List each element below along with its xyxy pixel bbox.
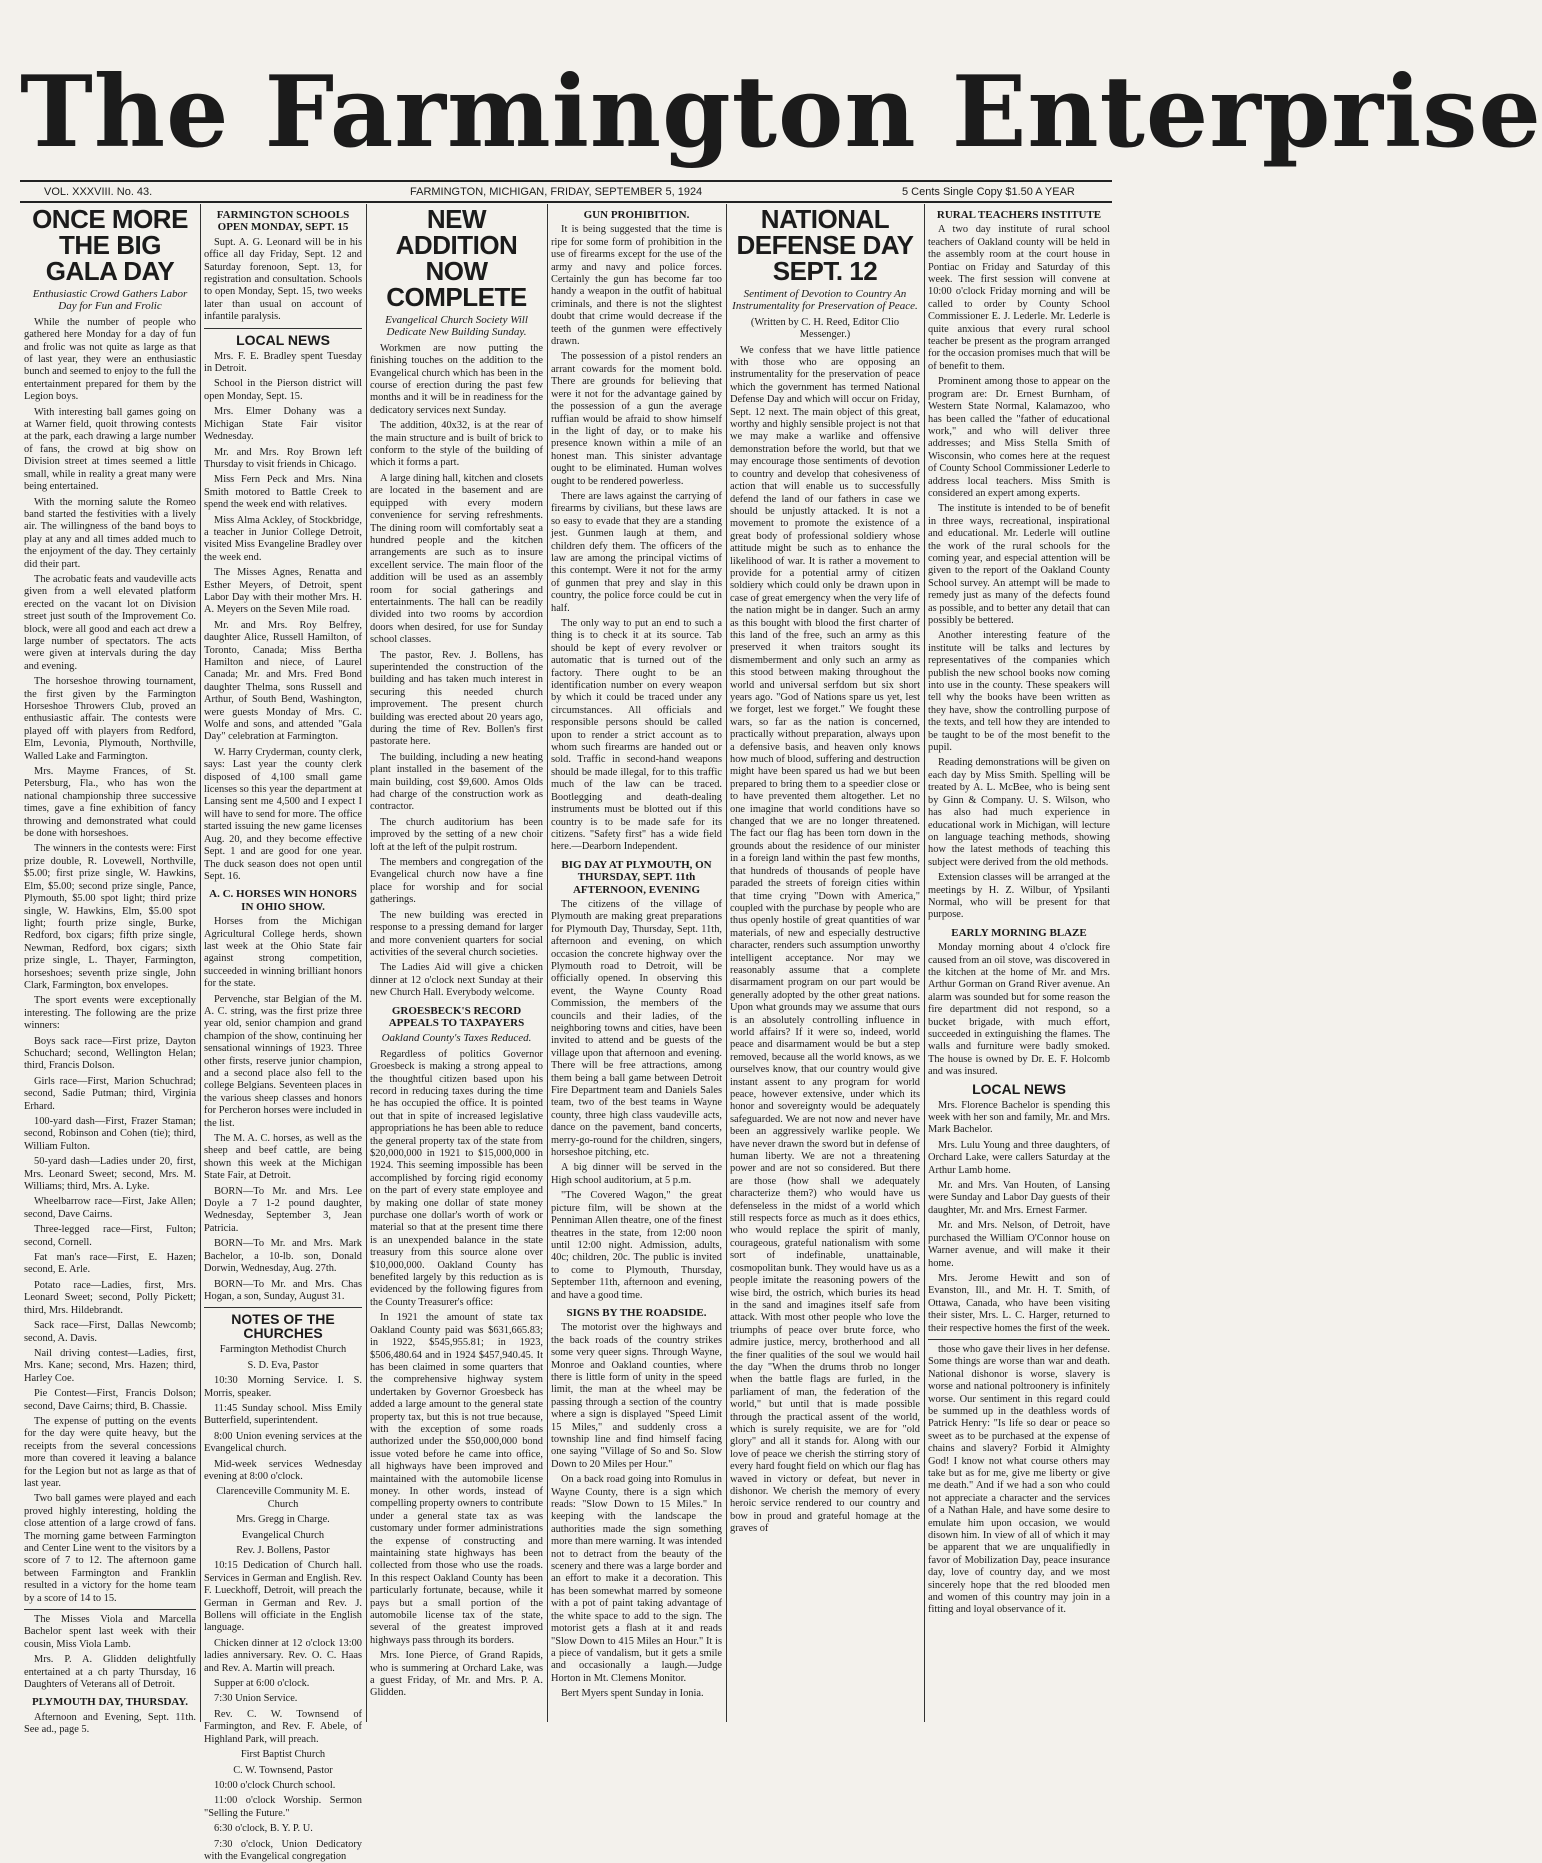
paragraph: 10:15 Dedication of Church hall. Services in German and English. Rev. F. Lueckhoff, Detroit, will preach the German in German and Rev. J. Bollens will officiate in the English language. <box>204 1560 362 1634</box>
paragraph: Mrs. Lulu Young and three daughters, of Orchard Lake, were callers Saturday at the Arthur Lamb home. <box>928 1139 1110 1176</box>
paragraph: 11:00 o'clock Worship. Sermon "Selling the Future." <box>204 1795 362 1819</box>
paragraph: Pie Contest—First, Francis Dolson; second, Dave Cairns; third, B. Chassie. <box>24 1388 196 1412</box>
paragraph: The church auditorium has been improved by the setting of a new choir loft at the left of the pulpit rostrum. <box>370 816 543 853</box>
paragraph: Mid-week services Wednesday evening at 8:00 o'clock. <box>204 1458 362 1482</box>
paragraph: Two ball games were played and each proved highly interesting, holding the close attention of a large crowd of fans. The morning game between Farmington and Center Line went to the visitors by a score of 7 to 12. The afternoon game between Farmington and Franklin resulted in a victory for the home team by a score of 14 to 15. <box>24 1493 196 1604</box>
paragraph: Mrs. Florence Bachelor is spending this week with her son and family, Mr. and Mrs. Mark Bachelor. <box>928 1099 1110 1136</box>
paragraph: 7:30 Union Service. <box>214 1693 298 1705</box>
paragraph: BORN—To Mr. and Mrs. Chas Hogan, a son, Sunday, August 31. <box>204 1278 362 1302</box>
paragraph: 50-yard dash—Ladies under 20, first, Mrs. Leonard Sweet; second, Mrs. M. Williams; third, Mrs. A. Lyke. <box>24 1156 196 1193</box>
paragraph: Mrs. F. E. Bradley spent Tuesday in Detroit. <box>204 350 362 375</box>
paragraph: Mrs. Jerome Hewitt and son of Evanston, Ill., and Mr. H. T. Smith, of Ottawa, Canada, who have been visiting their sister, Mrs. L. C. Harger, returned to their respective homes the first of the week. <box>928 1272 1110 1334</box>
paragraph: The acrobatic feats and vaudeville acts given from a well elevated platform erected on the vacant lot on Division street just south of the Improvement Co. block, were all good and each act drew a large number of spectators. The acts were given at intervals during the day and evening. <box>24 573 196 672</box>
paragraph: Mrs. Mayme Frances, of St. Petersburg, Fla., who has won the national championship three successive times, gave a fine exhibition of fancy throwing and demonstrated what could be done with horseshoes. <box>24 766 196 840</box>
paragraph: A large dining hall, kitchen and closets are located in the basement and are equipped with every modern convenience for serving refreshments. The dining room will comfortably seat a hundred people and the kitchen arrangements are such as to insure excellent service. The main floor of the addition will be used as an assembly room for social gatherings and entertainments. The hall can be readily divided into two rooms by accordion doors when desired, for use for Sunday school classes. <box>370 472 543 646</box>
paragraph: The only way to put an end to such a thing is to check it at its source. Tab should be kept of every revolver or automatic that is turned out of the factory. There ought to be an identification number on every weapon by which it could be traced under any circumstances. All officials and responsible persons should be called upon to render a strict account as to whom such firearms are handed out or sold. Traffic in second-hand weapons should be made illegal, for to this traffic much of the law can be traced. Bootlegging and death-dealing instruments must be blotted out if this country is to be made safe for its citizens. "Safety first" has a wide field here.—Dearborn Independent. <box>551 618 722 853</box>
paragraph: Supper at 6:00 o'clock. <box>214 1678 310 1690</box>
section-heading: EARLY MORNING BLAZE <box>951 926 1087 939</box>
paragraph: Chicken dinner at 12 o'clock 13:00 ladies anniversary. Rev. O. C. Haas and Rev. A. Martin will preach. <box>204 1637 362 1674</box>
paragraph: The winners in the contests were: First prize double, R. Lovewell, Northville, $5.00; first prize single, W. Hawkins, Elm, $5.00; second prize single, Pance, Plymouth, $5.00 spot light; third prize single, W. Hawkins, Elm, $5.00 spot light; fourth prize single, Burke, Redford, box cigars; fifth prize single, Newman, Redford, box cigars; sixth prize single, L. Thayer, Farmington, horseshoes; seventh prize single, John Clark, Farmington, box envelopes. <box>24 843 196 991</box>
paragraph: Sack race—First, Dallas Newcomb; second, A. Davis. <box>24 1320 196 1344</box>
divider <box>204 328 362 329</box>
section-heading: SIGNS BY THE ROADSIDE. <box>566 1306 707 1319</box>
paragraph: BORN—To Mr. and Mrs. Lee Doyle a 7 1-2 pound daughter, Wednesday, September 3, Jean Patricia. <box>204 1185 362 1234</box>
paragraph: The sport events were exceptionally interesting. The following are the prize winners: <box>24 995 196 1032</box>
column-rural-teachers <box>928 204 1110 1722</box>
paragraph: W. Harry Cryderman, county clerk, says: Last year the county clerk disposed of 4,100 small game licenses so this year the department at Lansing sent me 4,500 and I expect I will have to send for more. The office started issuing the new game licenses Aug. 20, and they become effective Sept. 1 and are good for one year. The duck season does not open until Sept. 16. <box>204 746 362 882</box>
dateline-rule <box>20 201 1112 203</box>
section-heading: FARMINGTON SCHOOLS OPEN MONDAY, SEPT. 15 <box>216 209 350 234</box>
subheadline: Evangelical Church Society Will Dedicate New Building Sunday. <box>385 314 528 339</box>
church-pastor: Mrs. Gregg in Charge. <box>236 1514 330 1526</box>
church-name: Evangelical Church <box>241 1529 325 1541</box>
divider <box>204 1307 362 1308</box>
headline: NEW ADDITION NOW COMPLETE <box>386 204 527 312</box>
section-heading: NOTES OF THE CHURCHES <box>231 1311 335 1342</box>
column-gun-prohibition <box>551 204 722 1722</box>
church-name: First Baptist Church <box>240 1749 326 1761</box>
paragraph: Mr. and Mrs. Nelson, of Detroit, have purchased the William O'Connor house on Warner avenue, and will make it their home. <box>928 1220 1110 1269</box>
paragraph: The citizens of the village of Plymouth are making great preparations for Plymouth Day, Thursday, Sept. 11th, afternoon and evening, on which occasion the concrete highway over the Plymouth road to Detroit, will be officially opened. In observing this event, the Wayne County Road Commission, the members of the councils and their ladies, of the neighboring towns and cities, have been invited to attend and be guests of the village upon that afternoon and evening. There will be free attractions, among them being a ball game between Detroit Fire Department team and Daniels Sales team, two of the best teams in Wayne county, three high class vaudeville acts, dance on the pavement, band concerts, merry-go-round for the children, singers, horseshoe pitching, etc. <box>551 898 722 1159</box>
section-heading: LOCAL NEWS <box>972 1080 1066 1097</box>
place-and-date: FARMINGTON, MICHIGAN, FRIDAY, SEPTEMBER 5, 1924 <box>410 186 703 198</box>
paragraph: Mr. and Mrs. Van Houten, of Lansing were Sunday and Labor Day guests of their daughter, Mr. and Mrs. Ernest Farmer. <box>928 1180 1110 1216</box>
paragraph: Workmen are now putting the finishing touches on the addition to the Evangelical church which has been in the course of erection during the past few months and it will be in readiness for the dedicatory services next Sunday. <box>370 342 543 416</box>
paragraph: 10:00 o'clock Church school. <box>214 1779 336 1791</box>
section-heading: BIG DAY AT PLYMOUTH, ON THURSDAY, SEPT. 11th AFTERNOON, EVENING <box>561 858 712 896</box>
paragraph: Miss Alma Ackley, of Stockbridge, a teacher in Junior College Detroit, visited Miss Evangeline Bradley over the week end. <box>204 514 362 563</box>
paragraph: Prominent among those to appear on the program are: Dr. Ernest Burnham, of Western State Normal, Kalamazoo, who has been called the "father of educational work," and who will deliver three addresses; and Miss Stella Smith of Wisconsin, who comes here at the request of County School Commissioner Lederle to address local teachers. Miss Smith is considered an expert among experts. <box>928 376 1110 499</box>
church-pastor: Rev. J. Bollens, Pastor <box>236 1545 330 1556</box>
paragraph: Pervenche, star Belgian of the M. A. C. string, was the first prize three year old, senior champion and grand champion of the show, continuing her sensational winnings of 1923. Three other firsts, reserve junior champion, and a second place also fell to the college Belgians. Seventeen places in the various sheep classes and honors for Percheron horses were included in the list. <box>204 993 362 1129</box>
paragraph: The pastor, Rev. J. Bollens, has superintended the construction of the building and has taken much interest in securing this needed church improvement. The present church building was erected about 20 years ago, during the time of Rev. Bollen's first pastorate here. <box>370 649 543 748</box>
paragraph: BORN—To Mr. and Mrs. Mark Bachelor, a 10-lb. son, Donald Dorwin, Wednesday, Aug. 27th. <box>204 1238 362 1275</box>
paragraph: Miss Fern Peck and Mrs. Nina Smith motored to Battle Creek to spend the week end with relatives. <box>204 474 362 511</box>
paragraph: Monday morning about 4 o'clock fire caused from an oil stove, was discovered in the kitchen at the home of Mr. and Mrs. Arthur Gorman on Grand River avenue. An alarm was sounded but for some reason the fire department did not respond, so a bucket brigade, with much effort, succeeded in extinguishing the flames. The walls and furniture were badly smoked. The house is owned by Dr. E. F. Holcomb and was insured. <box>928 942 1110 1078</box>
paragraph: The Misses Viola and Marcella Bachelor spent last week with their cousin, Miss Viola Lamb. <box>24 1614 196 1650</box>
paragraph: Nail driving contest—Ladies, first, Mrs. Kane; second, Mrs. Hazen; third, Harley Coe. <box>24 1347 196 1384</box>
column-rule <box>200 204 201 1722</box>
paragraph: 11:45 Sunday school. Miss Emily Butterfield, superintendent. <box>204 1402 362 1427</box>
column-rule <box>726 204 727 1722</box>
paragraph: Bert Myers spent Sunday in Ionia. <box>561 1688 704 1700</box>
subheadline: Enthusiastic Crowd Gathers Labor Day for Fun and Frolic <box>32 288 188 313</box>
paragraph: 10:30 Morning Service. I. S. Morris, speaker. <box>204 1375 362 1399</box>
paragraph: Wheelbarrow race—First, Jake Allen; second, Dave Cairns. <box>24 1196 196 1220</box>
paragraph: The institute is intended to be of benefit in three ways, recreational, inspirational and educational. Mr. Lederle will outline the work of the rural schools for the coming year, and especial attention will be given to the report of the Oakland County School survey. An attempt will be made to remedy just as many of the defects found as possible, and to better any detail that can possibly be bettered. <box>928 503 1110 626</box>
paragraph: The Misses Agnes, Renatta and Esther Meyers, of Detroit, spent Labor Day with their mother Mrs. H. A. Meyers on the Seven Mile road. <box>204 567 362 616</box>
paragraph: Mr. and Mrs. Roy Belfrey, daughter Alice, Russell Hamilton, of Toronto, Canada; Miss Bertha Hamilton and niece, of Laurel Canada; Mr. and Mrs. Fred Bond daughter Thelma, sons Russell and Arthur, of South Bend, Washington, were guests Monday of Mrs. C. Wolfe and sons, and attended "Gala Day" celebration at Farmington. <box>204 619 362 743</box>
paragraph: Boys sack race—First prize, Dayton Schuchard; second, Wellington Helan; third, Francis Dolson. <box>24 1035 196 1072</box>
column-gala-day <box>24 204 196 1736</box>
paragraph: A big dinner will be served in the High school auditorium, at 5 p.m. <box>551 1162 722 1186</box>
volume-number: VOL. XXXVIII. No. 43. <box>44 186 153 198</box>
paragraph: The possession of a pistol renders an arrant cowards for the moment bold. There are grounds for believing that were it not for the advantage gained by the possession of a gun the average ruffian would be afraid to show himself in the light of day, or to make his presence known within a mile of an honest man. This sinister advantage ought to be eliminated. Human wolves ought to be rendered powerless. <box>551 351 722 487</box>
column-rule <box>547 204 548 1722</box>
paragraph: The Ladies Aid will give a chicken dinner at 12 o'clock next Sunday at their new Church Hall. Everybody welcome. <box>370 962 543 999</box>
paragraph: Girls race—First, Marion Schuchrad; second, Sadie Putman; third, Virginia Erhard. <box>24 1075 196 1112</box>
byline: (Written by C. H. Reed, Editor Clio Messenger.) <box>750 316 900 341</box>
paragraph: 6:30 o'clock, B. Y. P. U. <box>214 1823 313 1835</box>
paragraph: 100-yard dash—First, Frazer Staman; second, Robinson and Cohen (tie); third, William Fulton. <box>24 1116 196 1152</box>
paragraph: The expense of putting on the events for the day were quite heavy, but the receipts from the several concessions more than covered it leaving a balance for the Legion but not as large as that of last year. <box>24 1415 196 1489</box>
paragraph: "The Covered Wagon," the great picture film, will be shown at the Penniman Allen theatre, one of the finest theatres in the state, from 12:00 noon until 12:00 night. Admission, adults, 40c; children, 20c. The public is invited to come to Plymouth, Thursday, September 11th, afternoon and evening, and have a good time. <box>551 1190 722 1301</box>
section-heading: GROESBECK'S RECORD APPEALS TO TAXPAYERS <box>388 1004 525 1029</box>
paragraph: With the morning salute the Romeo band started the festivities with a lively air. The willingness of the band boys to play at any and all times added much to the enjoyment of the day. They certainly did their part. <box>24 496 196 570</box>
paragraph: Mrs. Elmer Dohany was a Michigan State Fair visitor Wednesday. <box>204 406 362 443</box>
section-heading: GUN PROHIBITION. <box>583 209 690 221</box>
church-pastor: S. D. Eva, Pastor <box>247 1359 319 1371</box>
subheadline: Oakland County's Taxes Reduced. <box>381 1032 532 1045</box>
paragraph: Potato race—Ladies, first, Mrs. Leonard Sweet; second, Polly Pickett; third, Mrs. Hildebrandt. <box>24 1279 196 1316</box>
column-rule <box>924 204 925 1722</box>
paragraph: Mrs. P. A. Glidden delightfully entertained at a ch party Thursday, 16 Daughters of Veterans all of Detroit. <box>24 1654 196 1691</box>
divider <box>928 1339 1110 1340</box>
column-rule <box>366 204 367 1722</box>
paragraph: While the number of people who gathered here Monday for a day of fun and frolic was not quite as large as that of last year, they were an enthusiastic bunch and seemed to enjoy to the full the entertainment prepared for them by the Legion boys. <box>24 316 196 403</box>
headline: ONCE MORE THE BIG GALA DAY <box>32 204 188 286</box>
paragraph: School in the Pierson district will open Monday, Sept. 15. <box>204 378 362 402</box>
paragraph: Mrs. Ione Pierce, of Grand Rapids, who is summering at Orchard Lake, was a guest Friday, of Mr. and Mrs. P. A. Glidden. <box>370 1650 543 1699</box>
paragraph: The motorist over the highways and the back roads of the country strikes some very queer signs. Through Wayne, Monroe and Oakland counties, where there is little form of unity in the speed limit, the man at the wheel may be passing through a section of the country where a sign is displayed "Speed Limit 15 Miles," and suddenly cross a township line and find himself facing one saying "Village of So and So. Slow Down to 20 Miles per Hour." <box>551 1322 722 1470</box>
paragraph: Three-legged race—First, Fulton; second, Cornell. <box>24 1224 196 1248</box>
paragraph: Fat man's race—First, E. Hazen; second, E. Arle. <box>24 1252 196 1276</box>
paragraph: On a back road going into Romulus in Wayne County, there is a sign which reads: "Slow Down to 15 Miles." In keeping with the landscape the authorities made the sign something more than mere warning. It was intended not to detract from the beauty of the scenery and there was a large border and an effort to make it a decoration. This has been somewhat marred by someone with a pot of paint taking advantage of the white space to add to the sign. The motorist gets a flash at it and reads "Slow Down to 415 Miles an Hour." It is a piece of vandalism, but it gets a smile and occasionally a laugh.—Judge Horton in Mt. Clemens Monitor. <box>551 1474 722 1684</box>
church-name: Clarenceville Community M. E. Church <box>216 1486 350 1510</box>
divider <box>24 1609 196 1610</box>
column-new-addition <box>370 204 543 1722</box>
section-heading: RURAL TEACHERS INSTITUTE <box>936 209 1102 221</box>
paragraph: Extension classes will be arranged at the meetings by H. Z. Wilbur, of Ypsilanti Normal, who will be present for that purpose. <box>928 872 1110 921</box>
paragraph: Mr. and Mrs. Roy Brown left Thursday to visit friends in Chicago. <box>204 446 362 470</box>
paragraph: In 1921 the amount of state tax Oakland County paid was $631,665.83; in 1922, $545,955.81; in 1923, $506,480.64 and in 1924 $457,940.45. It has been claimed in some quarters that the comprehensive highway system undertaken by Governor Groesbeck has added a large amount to the general state property tax, but this is not true because, with the exception of some roads authorized under the $50,000,000 bond issue voted before he came into office, all highways have been improved and maintained with the automobile license money. In other words, instead of compelling property owners to contribute under a general state tax as was customary under former administrations the expense of constructing and maintaining state highways has been collected from those who use the roads. In this respect Oakland County has been particularly fortunate, because, while it pays but a small portion of the automobile license tax of the state, several of the greatest improved highways pass through its borders. <box>370 1312 543 1646</box>
paragraph: The M. A. C. horses, as well as the sheep and beef cattle, are being shown this week at the Michigan State Fair, at Detroit. <box>204 1133 362 1182</box>
subheadline: Sentiment of Devotion to Country An Instrumentality for Preservation of Peace. <box>732 288 918 313</box>
paragraph: The members and congregation of the Evangelical church now have a fine place for worship and for social gatherings. <box>370 857 543 906</box>
paragraph: We confess that we have little patience with those who are opposing an instrumentality for the preservation of peace which the government has termed National Defense Day and which will occur on Friday, Sept. 12 next. The main object of this great, worthy and highly sensible project is not that we may make a warlike and offensive demonstration before the world, but that we may encourage those sentiments of devotion to country and develop that cohesiveness of action that will enable us to successfully defend the land of our fathers in case we should be unjustly attacked. It is not a movement to promote the existence of a great body of professional soldiery whose attitude might be such as to enhance the likelihood of war. It is rather a movement to provide for a potential army of citizen soldiery which could only be drawn upon in case of great emergency when the very life of the nation might be in danger. Such an army as this bought with blood the first charter of this land of the free, such an army as this preserved it when traitors sought its dismemberment and only such an army as this stood between making throughout the world and universal serfdom but six short years ago. "God of Nations spare us yet, lest we forget, lest we forget." We fought these wars, so far as the nation is concerned, practically without preparation, always upon a defensive basis, and heaven only knows how much of blood, suffering and destruction might have been spared us had we but been prepared to bring them to a speedier close or to have prevented them altogether. Let no one imagine that world conditions have so changed that we are no longer threatened. The fact our flag has been torn down in the grounds about the residence of our minister in a foreign land within the past few months, that hundreds of thousands of people have paraded the streets of foreign cities within that time crying "Down with America," coupled with the purchase by people who are thus openly hostile of great quantities of war materials, of new and especially destructive character, renders such assumption unworthy intelligent acceptance. Nor may we reasonably assume that a complete disarmament program on our part would be generally adopted by the other great nations. Upon what grounds may we assume that ours is an absolutely controlling influence in world affairs? If it were so, indeed, world peace and disarmament would be but a step removed, because all the world knows, as we ourselves know, that our country would give instant assent to any program for world peace, however extensive, under which its honor and sovereignty would be adequately safeguarded. We are not now and never have been an aggressively warlike people. We have never drawn the sword but in defense of human liberty. We are not a threatening power and are not so considered. But there are those (how shall we adequately characterize them?) who would have us defenseless in the midst of a world which still respects force as much as it does ethics, who would replace the spirit of manly, courageous, grateful nationalism with some sort of indefinable, unattainable, cosmopolitan bunk. They would have us as a people imitate the reasoning powers of the wise bird, the ostrich, which buries its head in the sand and imagines itself safe from attack. With most other people who love the triumphs of peace over brute force, who admire justice, mercy, brotherhood and all the finer qualities of the soul we would hail the day "When the drums throb no longer when the battle flags are furled, in the parliament of man, the federation of the world," but until that is made possible through the practical assent of the world, which is surely requisite, we are for "old glory" and all it stands for. Along with our love of peace we cherish the stirring story of every hard fought field on which our flag has waved in victory or defeat, but never in dishonor. We cherish the memory of every heroic service rendered to our country and bow in proud and grateful homage at the graves of <box>730 344 920 1535</box>
section-heading: LOCAL NEWS <box>236 331 330 348</box>
paragraph: those who gave their lives in her defense. Some things are worse than war and death. National dishonor is worse, slavery is worse and national poltroonery is infinitely worse. Our sentiment in this regard could be summed up in the deathless words of Patrick Henry: "Is life so dear or peace so sweet as to be purchased at the expense of chains and slavery? Forbid it Almighty God! I know not what course others may take but as for me, give me liberty or give me death." And if we had a son who could not appreciate a character and the services of a Nathan Hale, and have some desire to emulate him upon occasion, we would disown him. In view of all of which it may be apparent that we are unqualifiedly in favor of Mobilization Day, peace insurance day, love of country day, and we most sincerely hope that the red blooded men and women of this country may join in a fitting and loyal observance of it. <box>928 1343 1110 1616</box>
paragraph: Regardless of politics Governor Groesbeck is making a strong appeal to the thoughtful citizen based upon his record in reducing taxes during the time he has occupied the office. It is pointed out that in spite of increased legislative appropriations he has been able to reduce the general property tax of the state from $20,000,000 in 1921 to $15,000,000 in 1924. This seeming impossible has been accomplished by forcing rigid economy on the part of every state employee and by making one dollar of state money purchase one dollar's worth of work or material so that at the present time there is an unexpended balance in the state treasury from this source alone over $10,000,000. Oakland County has benefited largely by this reduction as is evidenced by the following figures from the County Treasurer's office: <box>370 1048 543 1308</box>
paragraph: The addition, 40x32, is at the rear of the main structure and is built of brick to conform to the style of the building of which it forms a part. <box>370 420 543 469</box>
column-schools-local <box>204 204 362 1862</box>
paragraph: With interesting ball games going on at Warner field, quoit throwing contests at the park, each drawing a large number of fans, the crowd at big show on Division street at times seemed a little small, while in reality a great many were being entertained. <box>24 406 196 493</box>
column-national-defense <box>730 204 920 1722</box>
paragraph: There are laws against the carrying of firearms by civilians, but these laws are so easy to evade that they are a standing jest. Gunmen laugh at them, and children defy them. The officers of the law are among the principal victims of this contempt. Were it not for the army of gunmen that prey and slay in this country, the police force could be cut in half. <box>551 490 722 614</box>
paragraph: Reading demonstrations will be given on each day by Miss Smith. Spelling will be treated by A. L. McBee, who is being sent by Ginn & Company. U. S. Wilson, who has also had much experience in educational work in Michigan, will lecture on language teaching methods, showing how the latest methods of teaching this subject were derived from the old methods. <box>928 757 1110 868</box>
paragraph: The building, including a new heating plant installed in the basement of the main building, cost $9,600. Amos Olds had charge of the construction work as contractor. <box>370 751 543 813</box>
paragraph: Horses from the Michigan Agricultural College herds, shown last week at the Ohio State fair against strong competition, succeeded in winning brilliant honors for the state. <box>204 916 362 990</box>
paragraph: The horseshoe throwing tournament, the first given by the Farmington Horseshoe Throwers Club, proved an enthusiastic affair. The contests were played off with players from Redford, Elm, Levonia, Plymouth, Northville, Walled Lake and Farmington. <box>24 676 196 762</box>
paragraph: It is being suggested that the time is ripe for some form of prohibition in the use of firearms except for the use of the army and navy and police forces. Certainly the gun has become far too handy a weapon in the outfit of habitual criminals, and there is not the slightest doubt that crime would decrease if the teeth of the gunmen were effectively drawn. <box>551 224 722 348</box>
paragraph: Another interesting feature of the institute will be talks and lectures by representatives of the companies which publish the new school books now coming into use in the county. These speakers will tell why the books have been written as they have, show the controlling purpose of the texts, and tell how they are intended to be taught to be of the most benefit to the pupil. <box>928 630 1110 754</box>
paragraph: Supt. A. G. Leonard will be in his office all day Friday, Sept. 12 and Saturday forenoon, Sept. 13, for registration and consultation. Schools to open Monday, Sept. 15, two weeks later than usual on account of infantile paralysis. <box>204 236 362 323</box>
masthead-title: The Farmington Enterprise <box>20 55 1542 170</box>
masthead-rule <box>20 180 1112 182</box>
paragraph: 8:00 Union evening services at the Evangelical church. <box>204 1430 362 1455</box>
paragraph: Rev. C. W. Townsend of Farmington, and Rev. F. Abele, of Highland Park, will preach. <box>204 1708 362 1745</box>
church-pastor: C. W. Townsend, Pastor <box>233 1764 333 1776</box>
paragraph: 7:30 o'clock, Union Dedicatory with the Evangelical congregation <box>204 1838 362 1862</box>
section-heading: A. C. HORSES WIN HONORS IN OHIO SHOW. <box>209 888 357 913</box>
paragraph: A two day institute of rural school teachers of Oakland county will be held in the assembly room at the court house in Pontiac on Friday and Saturday of this week. The first session will convene at 10:00 o'clock Friday morning and will be called to order by County School Commissioner E. J. Lederle. Mr. Lederle is quite anxious that every rural school teacher be present as the program arranged for the occasion promises much that will be of benefit to them. <box>928 224 1110 372</box>
paragraph: Afternoon and Evening, Sept. 11th. See ad., page 5. <box>24 1711 196 1736</box>
paragraph: The new building was erected in response to a pressing demand for larger and more convenient quarters for social activities of the several church societies. <box>370 909 543 958</box>
price: 5 Cents Single Copy $1.50 A YEAR <box>902 186 1075 198</box>
dateline <box>20 184 1112 202</box>
section-heading: PLYMOUTH DAY, THURSDAY. <box>31 1696 189 1709</box>
headline: NATIONAL DEFENSE DAY SEPT. 12 <box>736 204 914 286</box>
church-name: Farmington Methodist Church <box>219 1344 347 1356</box>
